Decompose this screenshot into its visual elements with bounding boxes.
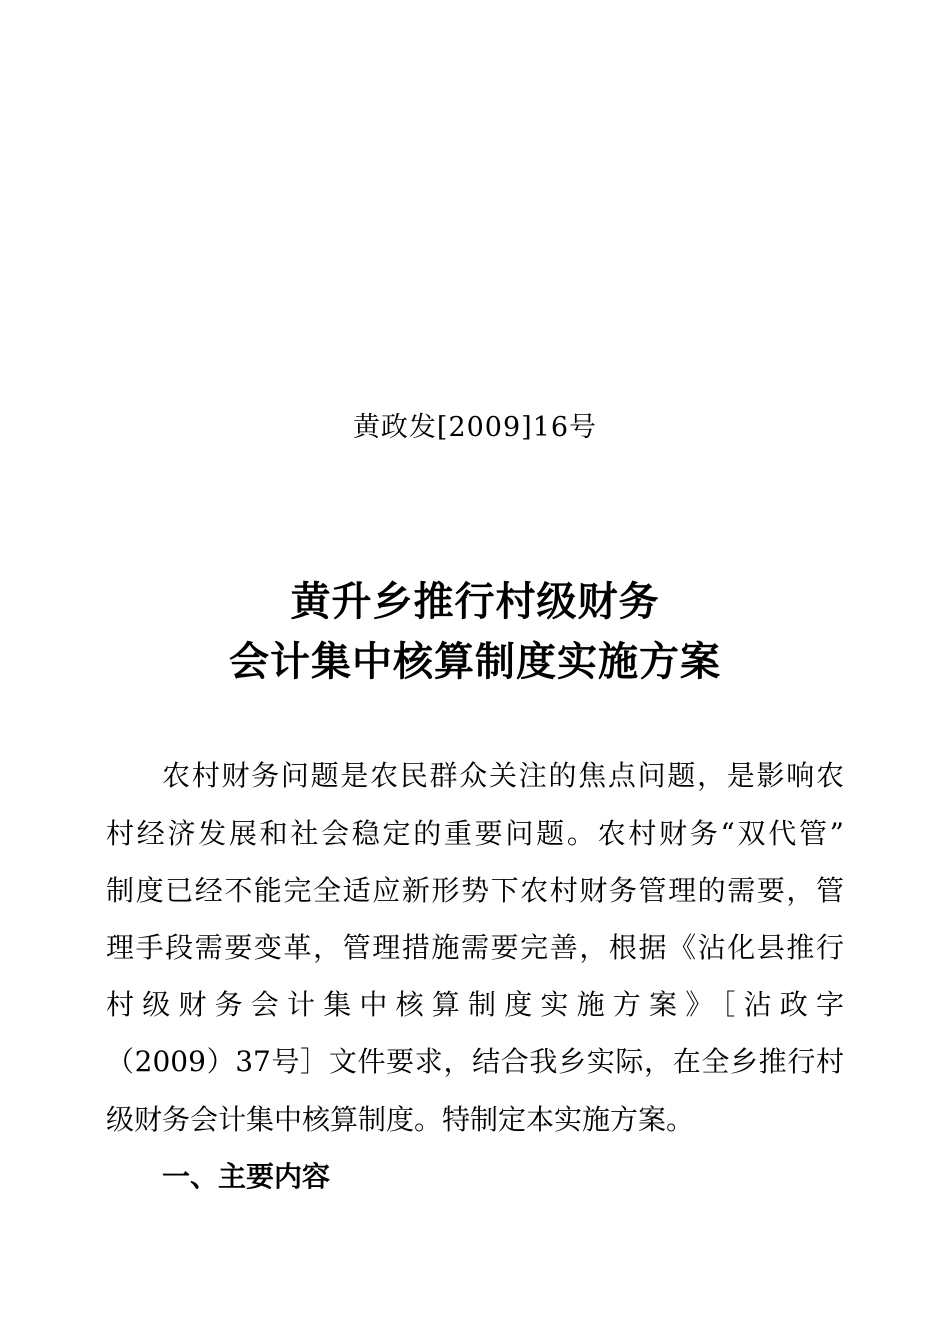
paragraph-line-1: 农村财务问题是农民群众关注的焦点问题，是影响农 [162,759,844,792]
document-number: 黄政发[2009]16号 [352,412,598,443]
paragraph-line-6: （2009）37号］文件要求，结合我乡实际，在全乡推行村 [106,1045,844,1078]
paragraph-line-2: 村经济发展和社会稳定的重要问题。农村财务“双代管” [106,817,844,850]
paragraph-line-7: 级财务会计集中核算制度。特制定本实施方案。 [106,1103,695,1136]
paragraph-line-5: 村级财务会计集中核算制度实施方案》［沾政字 [106,988,844,1021]
document-title-line-1: 黄升乡推行村级财务 [290,579,660,625]
section-heading: 一、主要内容 [162,1160,331,1193]
document-title-line-2: 会计集中核算制度实施方案 [229,639,721,685]
paragraph-line-4: 理手段需要变革，管理措施需要完善，根据《沾化县推行 [106,931,844,964]
paragraph-line-3: 制度已经不能完全适应新形势下农村财务管理的需要，管 [106,874,844,907]
